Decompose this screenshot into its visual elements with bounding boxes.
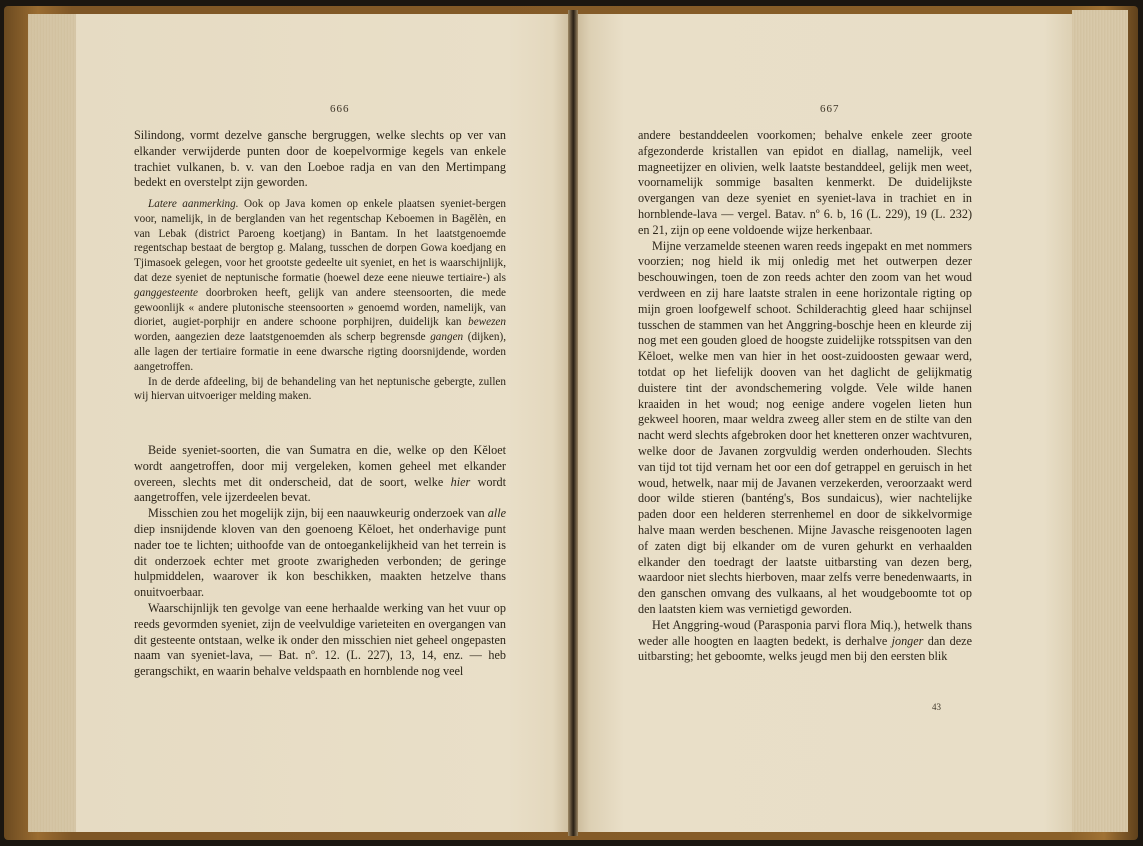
signature-mark: 43 [932,702,941,712]
para3-text-b: diep insnijdende kloven van den goenoeng Kĕloet, het onderhavige punt nader toe te lichten; uithoofde van de ontoegankelijkheid van het terrein is dit onderzoek echter met groote zwarigheden verbonden; de geringe hulpmiddelen, waarover ik kon beschikken, maakten hetzelve thans onuitvoerbaar. [134,521,506,600]
note-text-a: Ook op Java komen op enkele plaatsen syeniet-bergen voor, namelijk, in de berglanden van het regentschap Keboemen in Bagĕlèn, en van Lebak (district Paroeng koetjang) in Bantam. In het laatstgenoemde regentschap bestaat de bergtop g. Malang, tusschen de dorpen Gowa koedjang en Tjimasoek gelegen, voor het grootste gedeelte uit syeniet, en het is waarschijnlijk, dat deze syeniet de neptunische formatie (hoewel deze eene nieuwe tertiaire-) als [134,198,506,284]
para2-em: hier [450,474,471,489]
left-page-text [134,128,506,191]
right-para3-text-b: dan deze uitbarsting; het geboomte, welks jeugd men bij den eersten blik [638,633,973,664]
left-paragraph-1: Silindong, vormt dezelve gansche bergruggen, welke slechts op ver van elkander verwijderde punten door de koepelvormige kegels van enkele trachiet vulkanen, b. v. van den Loeboe radja en van den Mertimpang bedekt en overstelpt zijn geworden. [134,128,506,190]
left-paragraph-4: Waarschijnlijk ten gevolge van eene herhaalde werking van het vuur op reeds gevormden syeniet, zijn de veelvuldige varieteiten en overgangen van dit gesteente ontstaan, welke ik onder den misschien niet geheel ongepasten naam van syeniet-lava, — Bat. nº. 12. (L. 227), 13, 14, enz. — heb gerangschikt, en waarin behalve veldspaath en hornblende nog veel [134,600,506,679]
para2-text-b: wordt aangetroffen, vele ijzerdeelen bevat. [134,474,506,505]
note-text-b: doorbroken heeft, gelijk van andere steensoorten, die mede gewoonlijk « andere plutonische steensoorten » genoemd worden, namelijk, van dioriet, augiet-porphijr en andere schoone porphijren, duidelijk kan [134,286,506,329]
right-page-number: 667 [820,103,840,115]
left-note-paragraph-2: In de derde afdeeling, bij de behandeling van het neptunische gebergte, zullen wij hiervan uitvoeriger melding maken. [134,375,506,403]
right-para3-text-a: Het Anggring-woud (Parasponia parvi flora Miq.), hetwelk thans weder alle hoogten en laagten bedekt, is derhalve [638,617,972,648]
note-label: Latere aanmerking. [148,198,239,210]
note-text-c: worden, aangezien deze laatstgenoemden als scherp begrensde [134,331,431,344]
para3-text-a: Misschien zou het mogelijk zijn, bij een naauwkeurig onderzoek van [148,506,488,521]
note-em-3: gangen [430,331,464,344]
left-note-paragraph [134,197,506,375]
left-paragraph-3 [134,506,506,601]
left-page-edges [28,14,76,832]
right-para3-em: jonger [891,633,924,648]
book-gutter [568,10,578,836]
left-page-number: 666 [330,103,350,115]
right-paragraph-3 [638,618,972,665]
right-paragraph-2: Mijne verzamelde steenen waren reeds ingepakt en met nommers voorzien; nog hield ik mij onledig met het outwerpen dezer beschouwingen, toen de zon reeds achter den zoom van het woud verdween en zij hare laatste stralen in eene horizontale rigting op mijn groen loofgewelf schoot. Schilderachtig gleed haar schijnsel tusschen de stammen van het Anggring-boschje heen en kleurde zij nog met een gouden gloed de hoogste zuidelijke rotsspitsen van den Kĕloet, welke men van hier in het oost-zuidoosten gewaar werd, totdat op het liefelijk dooven van het daglicht de gelijkmatig duistere tint der avondschemering volgde. Vele wilde hanen kraaiden in het woud; nog eenige andere vogelen lieten hun gekweel hooren, maar weldra zweeg aller stem en de stilte van den nacht werd slechts afgebroken door het knetteren onzer wachtvuren, welke door de Javanen zorgvuldig werden onderhouden. Slechts van tijd tot tijd vernam het oor een dof getrappel en geruisch in het woud, hetwelk, naar mij de Javanen verzekerden, veroorzaakt werd door wilde stieren (banténg's, Bos sundaicus), wier nachtelijke paden door een helderen sterrenhemel en door de sikkelvormige halve maan werden beschenen. Mijne Javasche reisgenooten lagen of zaten digt bij elkander om de vuren gehurkt en verhaalden elkander den toedragt der laatste uitbarsting van dezen berg, waardoor niet slechts hierboven, maar zelfs verre benedenwaarts, in den ganschen omvang des vulkaans, al het woudgeboomte tot op den laatsten kiem was vernietigd geworden. [638,238,972,616]
para3-em: alle [487,506,506,521]
para2-text-a: Beide syeniet-soorten, die van Sumatra en die, welke op den Kĕloet wordt aangetroffen, door mij vergeleken, komen geheel met elkander overeen, slechts met dit onderscheid, dat de soort, welke [134,443,506,489]
note-text-d: (dijken), alle lagen der tertiaire formatie in eene dwarsche rigting doorsnijdende, worden aangetroffen. [134,331,506,373]
note-em-2: bewezen [468,316,506,329]
right-page-edges [1072,10,1128,832]
left-page-body [134,443,506,680]
left-paragraph-2 [134,443,506,506]
right-page-body [638,128,972,665]
left-note [134,197,506,404]
right-paragraph-1: andere bestanddeelen voorkomen; behalve enkele zeer groote afgezonderde kristallen van epidot en diallag, namelijk, veel magneetijzer en olivien, welk laatste bestanddeel, gelijk men weet, voornamelijk sommige basalten kenmerkt. De duidelijkste overgangen van deze syeniet en syeniet-lava in trachiet en in hornblende-lava — vergel. Batav. nº 6. b, 16 (L. 229), 19 (L. 232) en 21, zijn op eene voldoende wijze herkenbaar. [638,128,972,237]
note-em-1: ganggesteente [134,286,198,299]
